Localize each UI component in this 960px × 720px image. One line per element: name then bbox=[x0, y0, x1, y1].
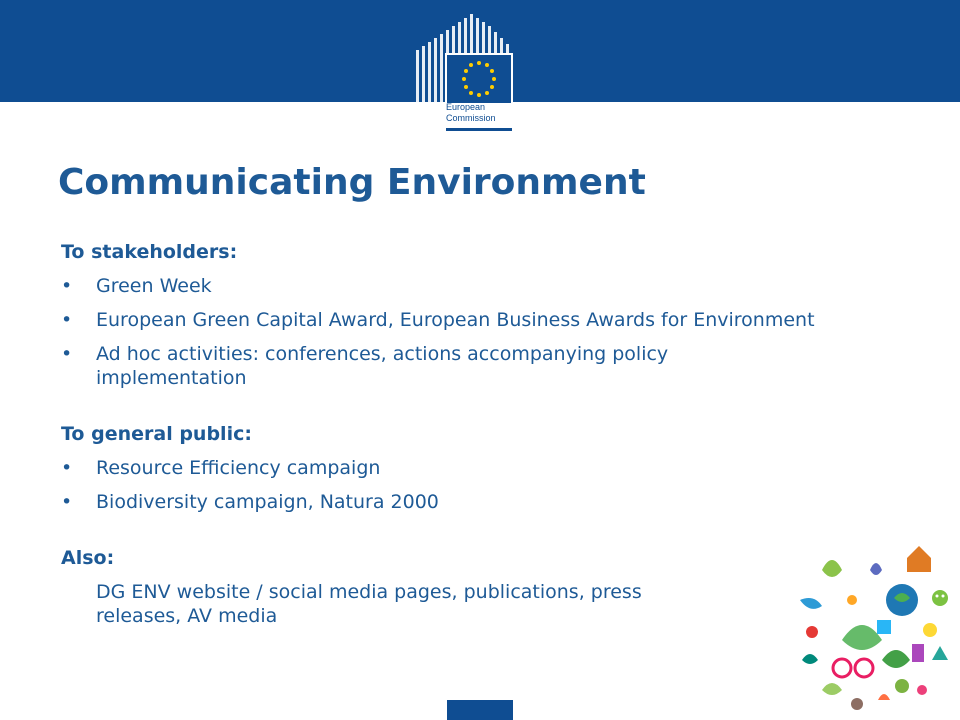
list-item: • Biodiversity campaign, Natura 2000 bbox=[61, 490, 821, 514]
general-public-list bbox=[61, 456, 821, 514]
slide-title: Communicating Environment bbox=[58, 162, 646, 203]
spacer bbox=[61, 390, 821, 422]
logo-line-1: European bbox=[446, 102, 486, 112]
section-heading-general-public: To general public: bbox=[61, 423, 252, 445]
section-heading-also: Also: bbox=[61, 547, 115, 569]
logo-line-2: Commission bbox=[446, 113, 496, 123]
slide-body bbox=[61, 240, 821, 628]
list-item: • Green Week bbox=[61, 274, 821, 298]
list-item: • European Green Capital Award, European Business Awards for Environment bbox=[61, 308, 821, 332]
also-text: DG ENV website / social media pages, publications, press releases, AV media bbox=[96, 581, 642, 627]
spacer bbox=[61, 514, 821, 546]
environment-icon-circle bbox=[782, 540, 960, 720]
stakeholders-list bbox=[61, 274, 821, 390]
logo-text bbox=[446, 102, 512, 124]
section-heading-stakeholders: To stakeholders: bbox=[61, 241, 238, 263]
list-item: • Resource Efficiency campaign bbox=[61, 456, 821, 480]
footer-tab bbox=[447, 700, 513, 720]
list-item: • Ad hoc activities: conferences, actions accompanying policy implementation bbox=[61, 342, 821, 390]
logo-underline bbox=[446, 128, 512, 131]
